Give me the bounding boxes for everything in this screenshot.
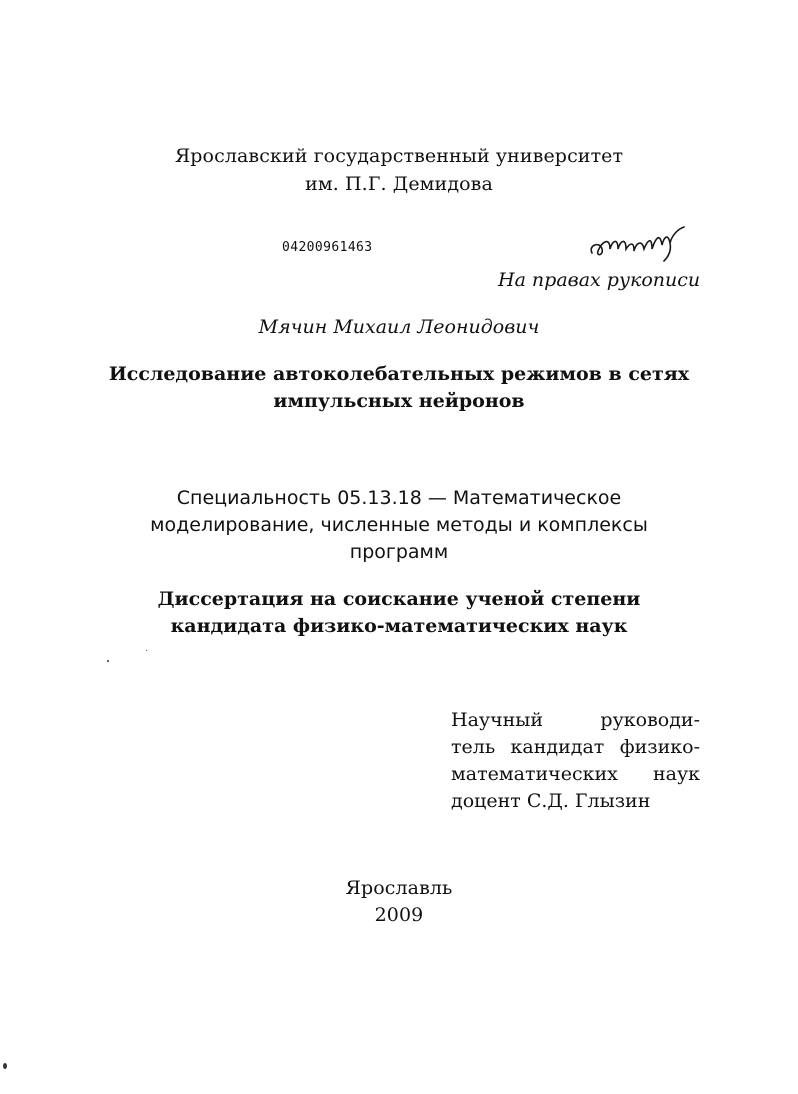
signature-icon (586, 223, 696, 263)
specialty-line2: моделирование, численные методы и комплексы (150, 514, 648, 536)
specialty-line1: Специальность 05.13.18 — Математическое (176, 487, 622, 509)
author-name: Мячин Михаил Леонидович (258, 316, 540, 338)
supervisor-word: Научный (451, 709, 544, 731)
university-name: Ярославский государственный университет (174, 145, 624, 167)
scan-speck (3, 1063, 7, 1069)
rights-note: На правах рукописи (498, 269, 701, 291)
degree-line1: Диссертация на соискание ученой степени (157, 588, 641, 610)
supervisor-name: доцент С.Д. Глызин (451, 790, 651, 812)
year: 2009 (374, 904, 424, 926)
city: Ярославль (345, 877, 453, 899)
scan-speck (107, 660, 109, 662)
supervisor-word: математических (451, 763, 618, 785)
scan-speck (146, 650, 147, 651)
supervisor-word: тель (451, 736, 496, 758)
supervisor-word: наук (652, 763, 700, 785)
dissertation-title-line1: Исследование автоколебательных режимов в сетях (108, 363, 690, 385)
dissertation-title-line2: импульсных нейронов (273, 390, 525, 412)
registration-code: 04200961463 (282, 240, 373, 255)
university-subtitle: им. П.Г. Демидова (305, 173, 493, 195)
supervisor-block (451, 707, 700, 815)
specialty-line3: программ (349, 541, 449, 563)
supervisor-word: руководи- (600, 709, 700, 731)
supervisor-word: кандидат (510, 736, 605, 758)
supervisor-word: физико- (619, 736, 700, 758)
degree-line2: кандидата физико-математических наук (170, 615, 628, 637)
